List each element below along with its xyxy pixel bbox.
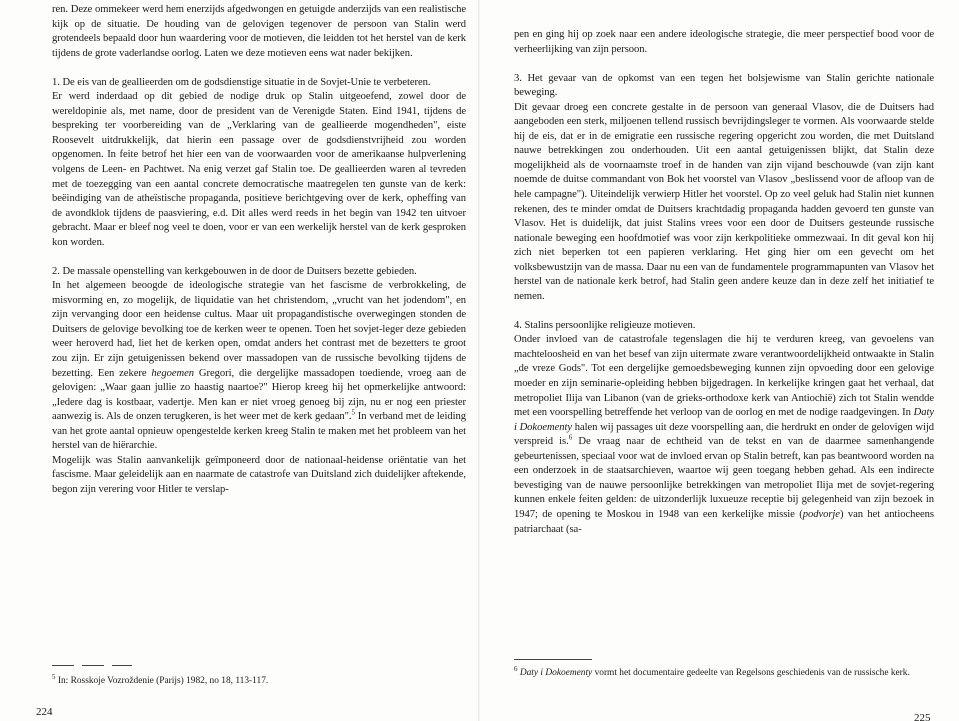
italic-title: Daty i Dokoementy [514, 407, 934, 433]
paragraph: Er werd inderdaad op dit gebied de nodige druk op Stalin uitgeoefend, zowel door de wereldopinie als, met name, door de president van de Verenigde Staten. Eind 1941, tijdens de bespreking ter voorbereiding van de „Verklaring van de geallieerde mogendheden", eiste Roosevelt uitdrukkelijk, dat hierin een passage over de godsdienstvrijheid zou worden opgenomen. In feite betrof het hier een van de voorwaarden voor de amerikaanse hulpverlening volgens de Leen- en Pachtwet. Na enig verzet gaf Stalin toe. De geallieerden waren al tevreden met de toezegging van een aantal concrete democratische maatregelen ten gunste van de kerk: beëindiging van de atheïstische propaganda, positieve berichtgeving over de kerk, opheffing van de avondklok tijdens de paasviering, e.d. Dit alles werd reeds in het begin van 1942 ten uitvoer gebracht. Maar er bleef nog veel te doen, voor er van een werkelijk herstel van de kerk gesproken kon worden. [52, 91, 466, 248]
text-run: ) van het antiocheens patriarchaat (sa- [514, 508, 934, 535]
footnote-text: vormt het documentaire gedeelte van Regelsons geschiedenis van de russische kerk. [592, 668, 910, 678]
section-heading: 2. De massale openstelling van kerkgebouwen in de door de Duitsers bezette gebieden. [52, 265, 417, 277]
section-heading: 4. Stalins persoonlijke religieuze motieven. [514, 319, 696, 331]
paragraph: Mogelijk was Stalin aanvankelijk geïmponeerd door de nationaal-heidense oriëntatie van het fascisme. Maar geleidelijk aan en naarmate de catastrofe van Duitsland zich duidelijker aftekende, begon zijn verering voor Hitler te verslap- [52, 454, 466, 495]
page-number: 225 [914, 712, 931, 721]
italic-term: hegoemen [151, 367, 194, 379]
footnote-text: In: Rosskoje Vozroždenie (Parijs) 1982, no 18, 113-117. [55, 676, 269, 686]
footnote-italic-title: Daty i Dokoementy [519, 668, 593, 678]
paragraph [52, 279, 466, 454]
text-run: In verband met de leiding van het grote aantal opnieuw opengestelde kerken kreeg Stalin te maken met het probleem van het herstel van de hiërarchie. [52, 411, 466, 452]
paragraph: pen en ging hij op zoek naar een andere ideologische strategie, die meer perspectief bood voor de verheerlijking van zijn persoon. [514, 29, 934, 55]
text-run: Onder invloed van de catastrofale tegenslagen die hij te verduren kreeg, van gevoelens van machteloosheid en van het besef van zijn uitermate zware verantwoordelijkheid ontwaakte in Stalin „de vreze Gods". Tot een dergelijke gemoedsbeweging kunnen zijn opvoeding door een gelovige moeder en zijn seminarie-opleiding hebben bijgedragen. In kerkelijke kringen gaat het verhaal, dat metropoliet Ilija van Libanon (van de grieks-orthodoxe kerk van Antiochië) zich tot Stalin wendde met een voorspelling betreffende het verloop van de oorlog en met de nodige raadgevingen. In [514, 334, 934, 419]
footnote-marker: 6 [514, 664, 518, 673]
paragraph: Dit gevaar droeg een concrete gestalte in de persoon van generaal Vlasov, die de Duitsers had aangeboden een sterk, miljoenen tellend russisch bevrijdingsleger te vormen. Als voorwaarde stelde hij de eis, dat er in de emigratie een russische regering opgericht zou worden, die met Duitsland nauwe betrekkingen zou onderhouden. Uit een aantal getuigenissen blijkt, dat Stalin deze mogelijkheid als de voornaamste troef in de handen van zijn vijand beschouwde (van zijn kant noemde de duitse commandant von Bok het voorstel van Vlasov „beslissend voor de afloop van de hele campagne"). Uiteindelijk verwierp Hitler het voorstel. Op zo veel geluk had Stalin niet kunnen rekenen, des te minder omdat de Duitsers krachtdadig propaganda hadden gevoerd ten gunste van Vlasov. Het is duidelijk, dat juist Stalins vrees voor een door de Duitsers gesteunde russische nationale beweging een hoofdmotief was voor zijn kerkpolitieke ommezwaai. In dit geval kon hij zich niet beperken tot een papieren verklaring. Het ging hier om een gevecht om het volksbewustzijn van de massa. Daar nu een van de fundamentele programmapunten van Vlasov het herstel van de nationale kerk betrof, had Stalin geen andere keuze dan in deze zelf het initiatief te nemen. [514, 101, 934, 302]
footnote-reference[interactable]: 6 [568, 433, 573, 442]
footnote [514, 664, 934, 680]
left-page-body [52, 3, 466, 498]
text-run: Gregori, die dergelijke massadopen toediende, vroeg aan de gelovigen: „Waar gaan jullie zo haastig naartoe?" Hierop kreeg hij het opmerkelijke antwoord: „Iedere dag is kostbaar, vadertje. Men kan er niet vroeg genoeg bij zijn, nu er nog een priester aanwezig is. Als de onzen terugkeren, is het weer met de kerk gedaan". [52, 367, 466, 423]
footnote-divider [52, 665, 132, 666]
section-heading: 3. Het gevaar van de opkomst van een tegen het bolsjewisme van Stalin gerichte nationale beweging. [514, 72, 934, 99]
footnote-marker: 5 [52, 672, 56, 681]
right-page-body [514, 28, 934, 537]
italic-term: podvorje [802, 508, 840, 520]
right-page [480, 0, 959, 721]
text-run: In het algemeen beoogde de ideologische strategie van het fascisme de verbrokkeling, de misvorming en, zo mogelijk, de liquidatie van het christendom, „vrucht van het jodendom", en zijn vervanging door een heidense cultus. Maar uit propagandistische overwegingen stonden de Duitsers de gelovige bevolking toe de kerken weer te openen. Toen het sovjet-leger deze gebieden weer heroverd had, liet het de kerken open, omdat anders het contrast met de bezetters te groot zou zijn. Er zijn getuigenissen bekend over massadopen van de russische bevolking tijdens de bezetting. Een zekere [52, 280, 466, 379]
footnote-rule [52, 665, 132, 666]
section-heading: 1. De eis van de geallieerden om de godsdienstige situatie in de Sovjet-Unie te verbeteren. [52, 76, 431, 88]
text-run: halen wij passages uit deze voorspelling aan, die herdrukt en onder de gelovigen wijd verspreid is. [514, 421, 934, 448]
paragraph [514, 333, 934, 537]
footnote [52, 672, 466, 688]
footnote-divider [514, 659, 592, 660]
footnote-rule [514, 659, 592, 660]
footnote-reference[interactable]: 5 [351, 408, 355, 417]
text-run: De vraag naar de echtheid van de tekst en van de daarmee samenhangende gebeurtenissen, speciaal voor wat de invloed ervan op Stalin betreft, kan pas beantwoord worden na een onderzoek in de staatsarchieven, waartoe wij geen toegang hebben gehad. Als een indirecte bevestiging van de nauwe persoonlijke betrekkingen van metropoliet Ilija met de sovjet-regering kunnen enkele feiten gelden: de uitzonderlijk luxueuze receptie bij gelegenheid van zijn bezoek in 1947; de opening te Moskou in 1948 van een kerkelijke missie ( [514, 436, 934, 520]
paragraph: ren. Deze ommekeer werd hem enerzijds afgedwongen en getuigde anderzijds van een realistische kijk op de situatie. De houding van de gelovigen tegenover de persoon van Stalin werd grotendeels bepaald door hun waardering voor de motieven, die leidden tot het herstel van de kerk tijdens de grote vaderlandse oorlog. Laten we deze motieven eens wat nader bekijken. [52, 4, 466, 59]
page-number: 224 [36, 706, 53, 718]
